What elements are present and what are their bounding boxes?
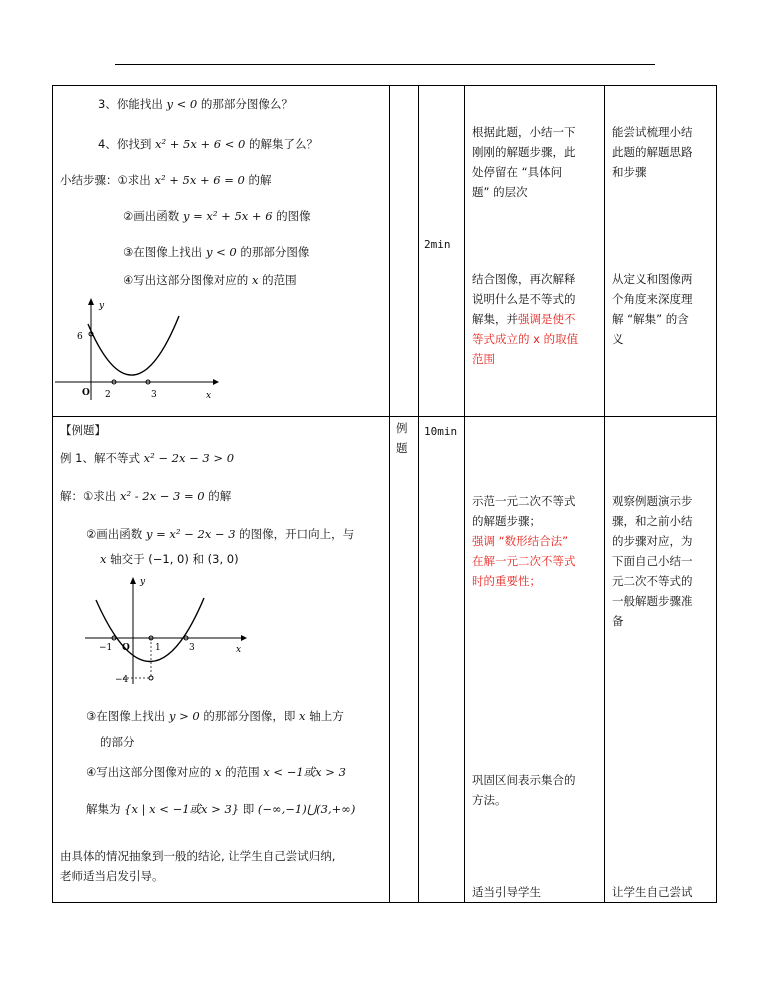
solution-set: 解集为 {x | x < −1或x > 3} 即 (−∞,−1)⋃(3,+∞): [86, 802, 356, 816]
x-tick-3: 3: [151, 390, 157, 400]
parabola-graph-1: [55, 295, 225, 405]
solution-step-2-intercepts: x 轴交于 (−1, 0) 和 (3, 0): [100, 552, 239, 566]
col-divider-2: [418, 86, 419, 902]
summary-step-1: 小结步骤：①求出 x² + 5x + 6 = 0 的解: [60, 173, 272, 187]
col-divider-4: [604, 86, 605, 902]
origin-label: O: [82, 388, 90, 398]
summary-step-4: ④写出这部分图像对应的 x 的范围: [123, 273, 297, 287]
parabola-curve: [88, 316, 179, 375]
solution-step-4: ④写出这部分图像对应的 x 的范围 x < −1或x > 3: [86, 765, 346, 779]
section-label-example: 例 题: [396, 421, 408, 455]
time-10min: 10min: [424, 425, 458, 438]
solution-step-2: ②画出函数 y = x² − 2x − 3 的图像，开口向上，与: [86, 527, 355, 541]
example-1-problem: 例 1、解不等式 x² − 2x − 3 > 0: [60, 451, 235, 465]
summary-step-3: ③在图像上找出 y < 0 的那部分图像: [123, 245, 310, 259]
x-axis-label: x: [206, 391, 212, 401]
question-4: 4、你找到 x² + 5x + 6 < 0 的解集了么？: [98, 137, 319, 151]
teacher-activity-1a: 根据此题，小结一下 刚刚的解题步骤，此 处停留在 “具体问 题” 的层次: [472, 125, 576, 199]
origin-label: O: [122, 643, 130, 653]
teacher-activity-2a: 示范一元二次不等式 的解题步骤； 强调 “数形结合法” 在解一元二次不等式 时的重要性；: [472, 494, 576, 588]
student-activity-2a: 观察例题演示步 骤，和之前小结 的步骤对应，为 下面自己小结一 元二次不等式的 一般解题步骤准 备: [612, 494, 693, 628]
question-3: 3、你能找出 y < 0 的那部分图像么？: [98, 97, 293, 111]
time-2min: 2min: [424, 238, 451, 251]
y-min-label: −4: [115, 675, 129, 685]
row-divider: [53, 416, 716, 417]
summary-step-2: ②画出函数 y = x² + 5x + 6 的图像: [123, 209, 311, 223]
example-heading: 【例题】: [60, 423, 106, 437]
y-axis-arrow: [88, 298, 94, 305]
teacher-activity-1b: 结合图像，再次解释 说明什么是不等式的 解集，并强调是使不 等式成立的 x 的取值 范围: [472, 272, 579, 366]
teacher-activity-2c: 适当引导学生: [472, 885, 541, 899]
parabola-graph-2: [85, 572, 255, 687]
solution-step-3: ③在图像上找出 y > 0 的那部分图像，即 x 轴上方: [86, 709, 344, 723]
header-rule: [115, 64, 655, 65]
student-activity-1a: 能尝试梳理小结 此题的解题思路 和步骤: [612, 125, 693, 179]
x-axis-arrow: [213, 379, 219, 385]
conclusion-note: 由具体的情况抽象到一般的结论, 让学生自己尝试归纳, 老师适当启发引导。: [60, 849, 336, 883]
y-axis-arrow: [130, 577, 136, 584]
x-tick-1: 1: [155, 643, 161, 653]
student-activity-1b: 从定义和图像两 个角度来深度理 解 “解集” 的含 义: [612, 272, 693, 346]
col-divider-3: [464, 86, 465, 902]
student-activity-2c: 让学生自己尝试: [612, 885, 693, 899]
x-axis-label: x: [236, 645, 242, 655]
solution-step-3-cont: 的部分: [100, 735, 135, 749]
y-tick-6: 6: [77, 332, 83, 342]
solution-step-1: 解：①求出 x² - 2x − 3 = 0 的解: [60, 489, 232, 503]
x-tick-2: 2: [105, 390, 111, 400]
teacher-activity-2b: 巩固区间表示集合的 方法。: [472, 773, 576, 807]
col-divider-1: [389, 86, 390, 902]
x-tick-neg1: −1: [99, 643, 113, 653]
y-axis-label: y: [99, 301, 105, 311]
x-tick-3: 3: [189, 643, 195, 653]
y-axis-label: y: [140, 577, 146, 587]
x-axis-arrow: [241, 635, 247, 641]
